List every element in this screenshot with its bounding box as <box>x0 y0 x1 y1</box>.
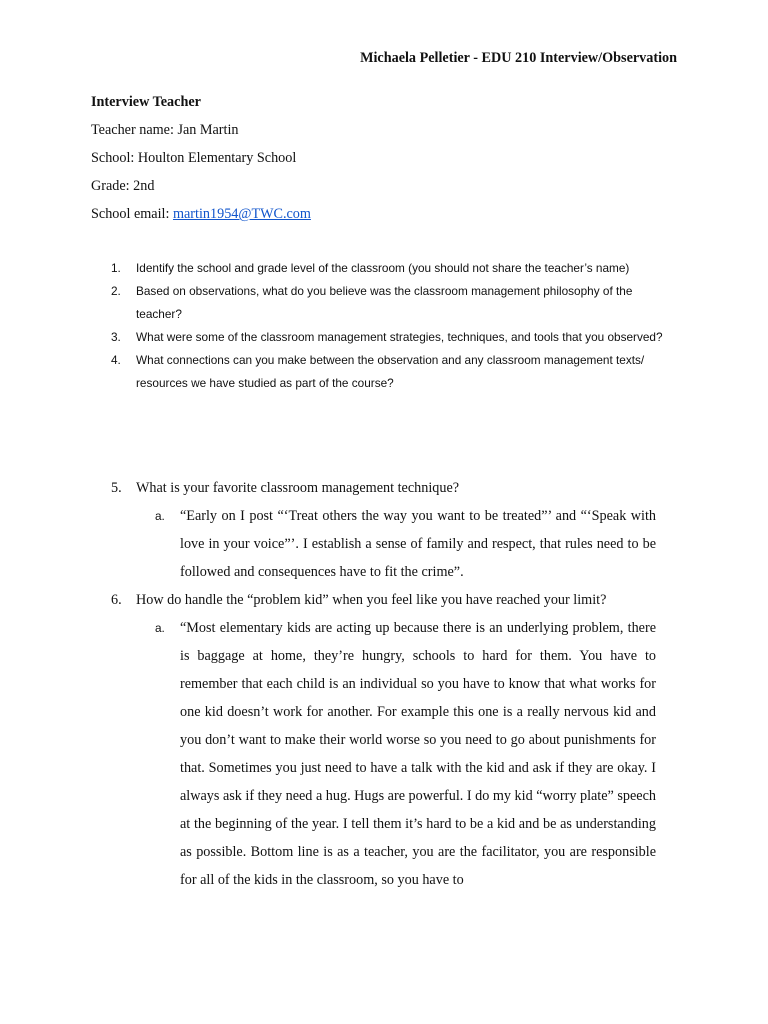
answer-letter: a. <box>155 621 165 635</box>
teacher-name: Teacher name: Jan Martin <box>91 122 239 138</box>
question-text: What connections can you make between the observation and any classroom management texts/ resources we have studied as part of the course? <box>136 353 645 390</box>
list-item <box>111 349 681 395</box>
teacher-info <box>91 88 691 228</box>
list-item <box>111 474 681 502</box>
interview-title: Interview Teacher <box>91 94 201 110</box>
answer-item <box>155 614 656 894</box>
email-link[interactable]: martin1954@TWC.com <box>172 206 311 222</box>
list-item <box>111 280 681 326</box>
answer-text: “Most elementary kids are acting up because there is an underlying problem, there is baggage at home, they’re hungry, schools to hard for them. You have to remember that each child is an individual so you have to know that what works for one kid doesn’t work for another. For example this one is a really nervous kid and you don’t want to make their world worse so you need to go about punishments for that. Sometimes you just need to have a talk with the kid and ask if they are okay. I always ask if they need a hug. Hugs are powerful. I do my kid “worry plate” speech at the beginning of the year. I tell them it’s hard to be a kid and be as understanding as possible. Bottom line is as a teacher, you are the facilitator, you are responsible for all of the kids in the classroom, so you have to <box>180 620 656 888</box>
answer-text: “Early on I post “‘Treat others the way you want to be treated”’ and “‘Speak with love in your voice”’. I establish a sense of family and respect, that rules need to be followed and consequences have to fit the crime”. <box>180 508 656 580</box>
question-text: Based on observations, what do you believe was the classroom management philosophy of the teacher? <box>136 284 633 321</box>
list-item <box>111 586 681 614</box>
question-text: What were some of the classroom management strategies, techniques, and tools that you observed? <box>136 330 663 344</box>
question-number: 3. <box>111 330 121 344</box>
email-label: School email: <box>91 206 173 222</box>
list-item <box>111 326 681 349</box>
document-header: Michaela Pelletier - EDU 210 Interview/Observation <box>360 50 677 66</box>
observation-questions <box>111 257 681 395</box>
school-name: School: Houlton Elementary School <box>91 150 297 166</box>
question-number: 6. <box>111 592 122 608</box>
grade-level: Grade: 2nd <box>91 178 155 194</box>
interview-questions <box>111 474 681 894</box>
list-item <box>111 257 681 280</box>
question-number: 4. <box>111 353 121 367</box>
question-number: 2. <box>111 284 121 298</box>
answer-letter: a. <box>155 509 165 523</box>
question-text: How do handle the “problem kid” when you feel like you have reached your limit? <box>136 592 607 608</box>
question-text: What is your favorite classroom management technique? <box>136 480 460 496</box>
school-email-line <box>91 200 691 228</box>
question-number: 1. <box>111 261 121 275</box>
question-text: Identify the school and grade level of the classroom (you should not share the teacher’s name) <box>136 261 630 275</box>
question-number: 5. <box>111 480 122 496</box>
answer-item <box>155 502 656 586</box>
